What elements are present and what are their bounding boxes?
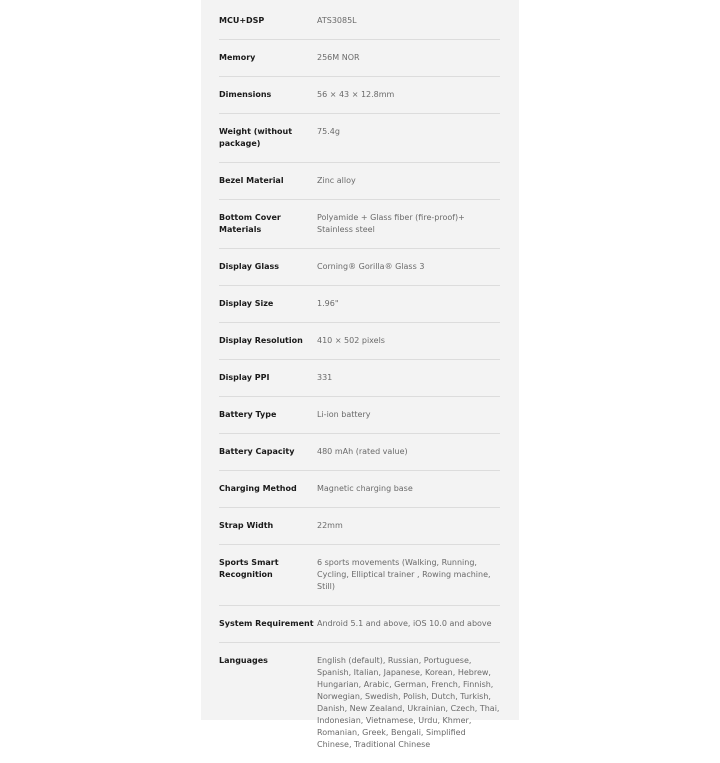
spec-value: Polyamide + Glass fiber (fire-proof)+ Stainless steel	[317, 213, 465, 234]
spec-value: 75.4g	[317, 127, 340, 136]
spec-label: Display PPI	[219, 373, 270, 382]
spec-label: Display Resolution	[219, 336, 303, 345]
spec-row-system-requirement	[219, 606, 500, 643]
spec-row-display-ppi	[219, 360, 500, 397]
spec-value: 331	[317, 373, 333, 382]
spec-label: Weight (without package)	[219, 127, 293, 148]
spec-row-display-size	[219, 286, 500, 323]
spec-value: 22mm	[317, 521, 343, 530]
spec-label: Languages	[219, 656, 268, 665]
spec-value: 410 × 502 pixels	[317, 336, 385, 345]
spec-label: Bottom Cover Materials	[219, 213, 281, 234]
spec-label: System Requirement	[219, 619, 314, 628]
spec-row-mcu	[219, 3, 500, 40]
spec-value: 56 × 43 × 12.8mm	[317, 90, 395, 99]
spec-label: Display Size	[219, 299, 274, 308]
spec-label: Sports Smart Recognition	[219, 558, 279, 579]
spec-label: Battery Capacity	[219, 447, 295, 456]
spec-row-memory	[219, 40, 500, 77]
spec-row-bezel-material	[219, 163, 500, 200]
spec-row-battery-capacity	[219, 434, 500, 471]
spec-label: Dimensions	[219, 90, 272, 99]
spec-label: MCU+DSP	[219, 16, 265, 25]
spec-row-strap-width	[219, 508, 500, 545]
spec-table	[219, 3, 500, 763]
spec-row-sports-recognition	[219, 545, 500, 606]
spec-value: Android 5.1 and above, iOS 10.0 and above	[317, 619, 492, 628]
spec-value: Zinc alloy	[317, 176, 356, 185]
spec-row-battery-type	[219, 397, 500, 434]
spec-value: 256M NOR	[317, 53, 360, 62]
spec-value: 6 sports movements (Walking, Running, Cycling, Elliptical trainer , Rowing machine, Still)	[317, 558, 491, 591]
spec-panel	[201, 0, 519, 749]
spec-value: Magnetic charging base	[317, 484, 413, 493]
spec-row-bottom-cover	[219, 200, 500, 249]
spec-value: Corning® Gorilla® Glass 3	[317, 262, 425, 271]
spec-value: 480 mAh (rated value)	[317, 447, 408, 456]
spec-label: Strap Width	[219, 521, 274, 530]
spec-value: 1.96"	[317, 299, 339, 308]
spec-value: ATS3085L	[317, 16, 357, 25]
spec-label: Charging Method	[219, 484, 297, 493]
spec-label: Battery Type	[219, 410, 277, 419]
spec-row-charging-method	[219, 471, 500, 508]
spec-row-languages	[219, 643, 500, 763]
spec-label: Bezel Material	[219, 176, 284, 185]
spec-label: Display Glass	[219, 262, 279, 271]
spec-value: English (default), Russian, Portuguese, Spanish, Italian, Japanese, Korean, Hebrew, Hungarian, Arabic, German, French, Finnish, Norwegian, Swedish, Polish, Dutch, Turkish, Danish, New Zealand, Ukrainian, Czech, Thai, Indonesian, Vietnamese, Urdu, Khmer, Romanian, Greek, Bengali, Simplified Chinese, Traditional Chinese	[317, 656, 500, 749]
spec-row-weight	[219, 114, 500, 163]
spec-label: Memory	[219, 53, 256, 62]
spec-row-display-resolution	[219, 323, 500, 360]
spec-value: Li-ion battery	[317, 410, 371, 419]
spec-row-display-glass	[219, 249, 500, 286]
spec-row-dimensions	[219, 77, 500, 114]
